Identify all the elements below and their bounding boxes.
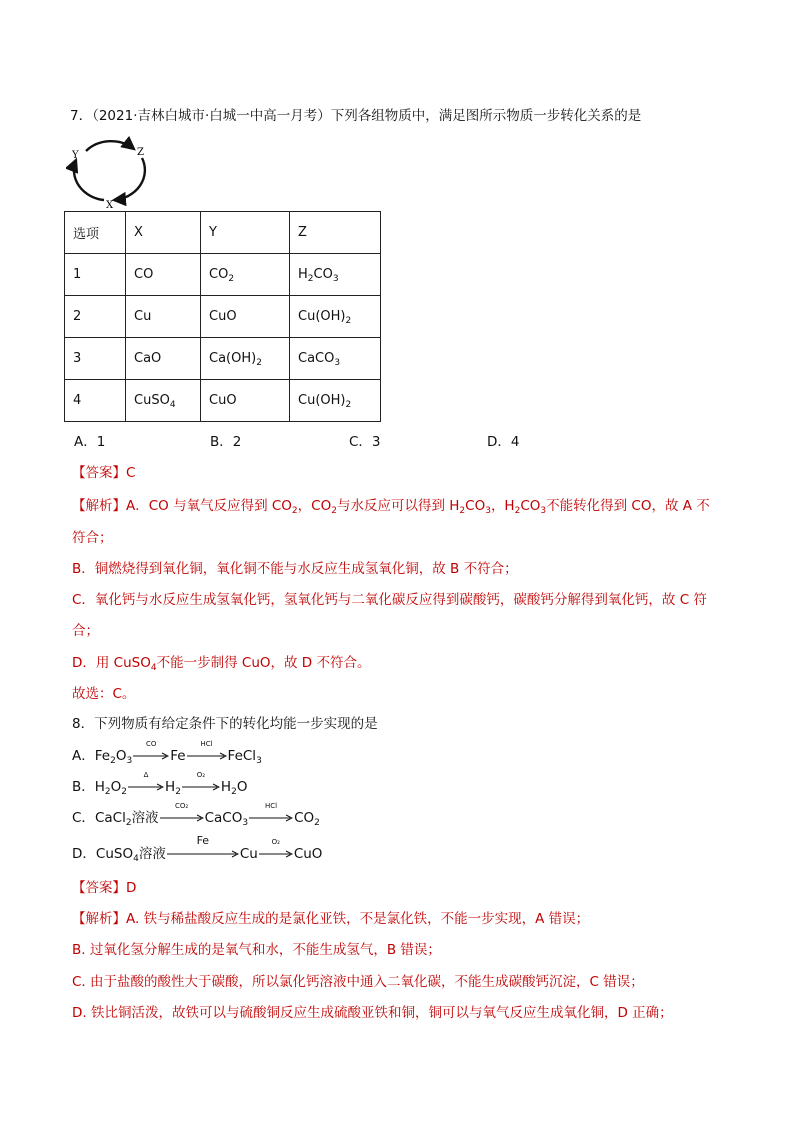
cycle-label-x: X: [106, 200, 114, 211]
cycle-label-z: Z: [137, 147, 144, 158]
analysis-label: 【解析】: [72, 498, 126, 514]
cycle-label-y: Y: [72, 150, 79, 161]
q7-analysis-a: 【解析】A．CO 与氧气反应得到 $CO_2$，$CO_2$与水反应可以得到 $H_2CO_3$，$H_2CO_3$不能转化得到 CO，故 A 不: [72, 498, 710, 516]
answer-value: C: [126, 465, 136, 481]
answer-label: 【答案】: [72, 465, 126, 481]
table-cell: CO: [126, 254, 201, 296]
q8-analysis-a: 【解析】A. 铁与稀盐酸反应生成的是氯化亚铁，不是氯化铁，不能一步实现，A 错误；: [72, 911, 590, 927]
reaction-arrow: CO: [133, 749, 169, 763]
table-row: [65, 338, 381, 380]
q8-analysis-c: C. 由于盐酸的酸性大于碳酸，所以氯化钙溶液中通入二氧化碳，不能生成碳酸钙沉淀，C 错误；: [72, 974, 644, 990]
q8-stem: 8．下列物质有给定条件下的转化均能一步实现的是: [72, 716, 378, 732]
table-row: [65, 254, 381, 296]
reaction-arrow: HCl: [249, 811, 293, 825]
table-cell: CuO: [201, 296, 290, 338]
option-d: D．4: [487, 434, 520, 450]
q7-analysis-c: C．氧化钙与水反应生成氢氧化钙，氢氧化钙与二氧化碳反应得到碳酸钙，碳酸钙分解得到氧化钙，故 C 符: [72, 592, 707, 608]
table-cell: 3: [65, 338, 126, 380]
q8-option-c: C．CaCl$_2$溶液 CO₂ CaCO$_3$ HCl $CO_2$: [72, 802, 320, 828]
table-cell: $Cu(OH)_2$: [290, 296, 381, 338]
table-cell: Cu: [126, 296, 201, 338]
table-cell: CaO: [126, 338, 201, 380]
answer-value: D: [126, 880, 137, 896]
q7-analysis-d: D．用 CuSO$_4$不能一步制得 CuO，故 D 不符合。: [72, 655, 371, 673]
reaction-arrow: Fe: [167, 847, 239, 861]
reaction-arrow: Δ: [128, 780, 164, 794]
q8-option-d: D．CuSO$_4$溶液 Fe Cu O₂ CuO: [72, 834, 323, 864]
table-header-cell: X: [126, 212, 201, 254]
table-header-cell: Y: [201, 212, 290, 254]
q8-analysis-b: B. 过氧化氢分解生成的是氧气和水，不能生成氢气，B 错误；: [72, 942, 441, 958]
cycle-arrow-y-z: [86, 141, 134, 151]
table-header-cell: Z: [290, 212, 381, 254]
analysis-label: 【解析】: [72, 911, 126, 927]
table-cell: $H_2CO_3$: [290, 254, 381, 296]
table-cell: 4: [65, 380, 126, 422]
table-cell: CuO: [201, 380, 290, 422]
reaction-arrow: CO₂: [160, 811, 204, 825]
cycle-arrow-z-x: [114, 158, 145, 200]
table-cell: 2: [65, 296, 126, 338]
q7-analysis-a-cont: 符合；: [72, 530, 113, 546]
table-cell: CaCO$_3$: [290, 338, 381, 380]
q8-option-b: B．$H_2O_2$ Δ $H_2$ O₂ $H_2O$: [72, 771, 248, 797]
q8-option-a: A．$Fe_2O_3$ CO Fe HCl FeCl$_3$: [72, 740, 262, 766]
q7-stem: 7．（2021·吉林白城市·白城一中高一月考）下列各组物质中，满足图所示物质一步转化关系的是: [70, 108, 642, 124]
table-header-row: [65, 212, 381, 254]
q7-analysis-c-cont: 合；: [72, 623, 99, 639]
q7-answer-line: [72, 461, 135, 481]
table-cell: $Ca(OH)_2$: [201, 338, 290, 380]
answer-label: 【答案】: [72, 880, 126, 896]
conversion-cycle-diagram: [66, 134, 158, 212]
q7-conclusion: 故选：C。: [72, 686, 136, 702]
options-table: [64, 211, 381, 422]
reaction-arrow: O₂: [259, 847, 293, 861]
table-header-cell: 选项: [65, 212, 126, 254]
option-c: C．3: [349, 434, 381, 450]
cycle-arrow-x-y: [74, 160, 104, 200]
table-cell: $CO_2$: [201, 254, 290, 296]
q8-analysis-d: D. 铁比铜活泼，故铁可以与硫酸铜反应生成硫酸亚铁和铜，铜可以与氧气反应生成氧化铜，D 正确；: [72, 1005, 673, 1021]
table-row: [65, 296, 381, 338]
table-cell: 1: [65, 254, 126, 296]
q8-answer-line: [72, 876, 136, 896]
table-cell: CuSO$_4$: [126, 380, 201, 422]
option-b: B．2: [210, 434, 242, 450]
reaction-arrow: O₂: [182, 780, 220, 794]
table-cell: $Cu(OH)_2$: [290, 380, 381, 422]
table-row: [65, 380, 381, 422]
reaction-arrow: HCl: [187, 749, 227, 763]
q7-analysis-b: B．铜燃烧得到氧化铜，氧化铜不能与水反应生成氢氧化铜，故 B 不符合；: [72, 561, 518, 577]
option-a: A．1: [74, 434, 106, 450]
